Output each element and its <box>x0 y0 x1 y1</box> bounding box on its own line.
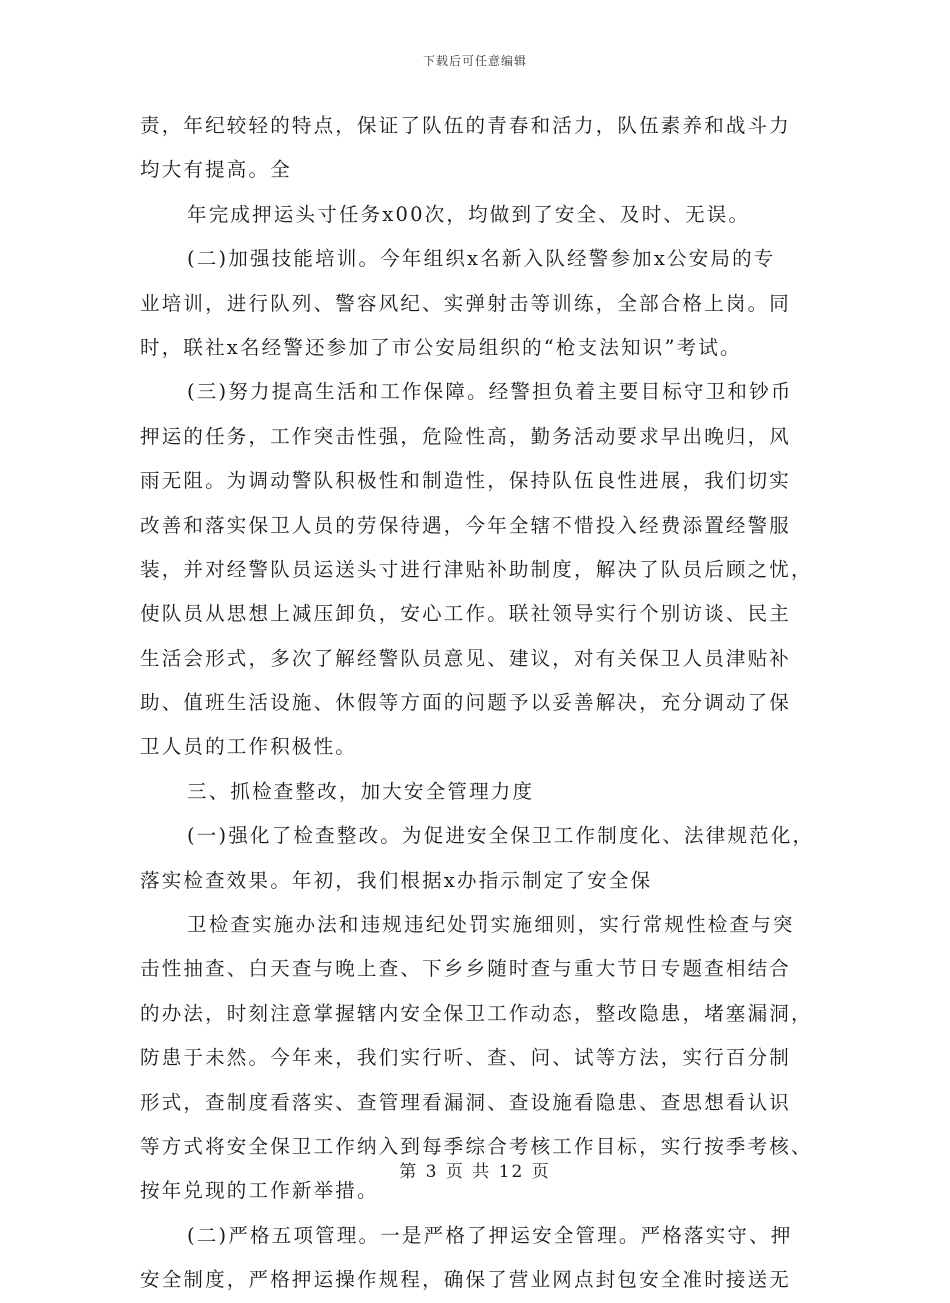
text-line: (一)强化了检查整改。为促进安全保卫工作制度化、法律规范化， <box>187 824 815 848</box>
text-line: 使队员从思想上减压卸负，安心工作。联社领导实行个别访谈、民主 <box>140 602 792 626</box>
text-line: 的办法，时刻注意掌握辖内安全保卫工作动态，整改隐患，堵塞漏洞， <box>140 1001 813 1025</box>
page-footer: 第 3 页 共 12 页 <box>399 1162 551 1182</box>
text-line: 卫检查实施办法和违规违纪处罚实施细则，实行常规性检查与突 <box>187 913 795 937</box>
document-body <box>140 104 815 1303</box>
text-line: (三)努力提高生活和工作保障。经警担负着主要目标守卫和钞币 <box>187 380 793 404</box>
text-line: 助、值班生活设施、休假等方面的问题予以妥善解决，充分调动了保 <box>140 691 792 715</box>
text-line: 押运的任务，工作突击性强，危险性高，勤务活动要求早出晚归，风 <box>140 424 792 448</box>
text-line: 装，并对经警队员运送头寸进行津贴补助制度，解决了队员后顾之忧， <box>140 557 813 581</box>
text-line: 生活会形式，多次了解经警队员意见、建议，对有关保卫人员津贴补 <box>140 646 792 670</box>
text-line: 按年兑现的工作新举措。 <box>140 1179 379 1203</box>
text-line: 改善和落实保卫人员的劳保待遇，今年全辖不惜投入经费添置经警服 <box>140 513 792 537</box>
text-line: 责，年纪较轻的特点，保证了队伍的青春和活力，队伍素养和战斗力 <box>140 114 792 137</box>
page-header: 下载后可任意编辑 <box>422 54 527 68</box>
text-line: 防患于未然。今年来，我们实行听、查、问、试等方法，实行百分制 <box>140 1046 792 1070</box>
text-line: 雨无阻。为调动警队积极性和制造性，保持队伍良性进展，我们切实 <box>140 469 792 493</box>
text-line: (二)加强技能培训。今年组织x名新入队经警参加x公安局的专 <box>187 247 776 271</box>
text-line: (二)严格五项管理。一是严格了押运安全管理。严格落实守、押 <box>187 1223 793 1247</box>
text-line: 业培训，进行队列、警容风纪、实弹射击等训练，全部合格上岗。同 <box>140 291 792 315</box>
text-line: 均大有提高。全 <box>140 158 292 182</box>
text-line: 卫人员的工作积极性。 <box>140 735 358 759</box>
text-line: 时，联社x名经警还参加了市公安局组织的“枪支法知识”考试。 <box>140 335 742 359</box>
text-line: 安全制度，严格押运操作规程，确保了营业网点封包安全准时接送无 <box>140 1268 792 1292</box>
text-line: 击性抽查、白天查与晚上查、下乡乡随时查与重大节日专题查相结合 <box>140 957 792 981</box>
text-line: 等方式将安全保卫工作纳入到每季综合考核工作目标，实行按季考核、 <box>140 1134 813 1158</box>
text-line: 落实检查效果。年初，我们根据x办指示制定了安全保 <box>140 868 653 892</box>
text-line: 年完成押运头寸任务x00次，均做到了安全、及时、无误。 <box>187 202 751 226</box>
text-line: 三、抓检查整改，加大安全管理力度 <box>187 779 535 803</box>
text-line: 形式，查制度看落实、查管理看漏洞、查设施看隐患、查思想看认识 <box>140 1090 792 1114</box>
